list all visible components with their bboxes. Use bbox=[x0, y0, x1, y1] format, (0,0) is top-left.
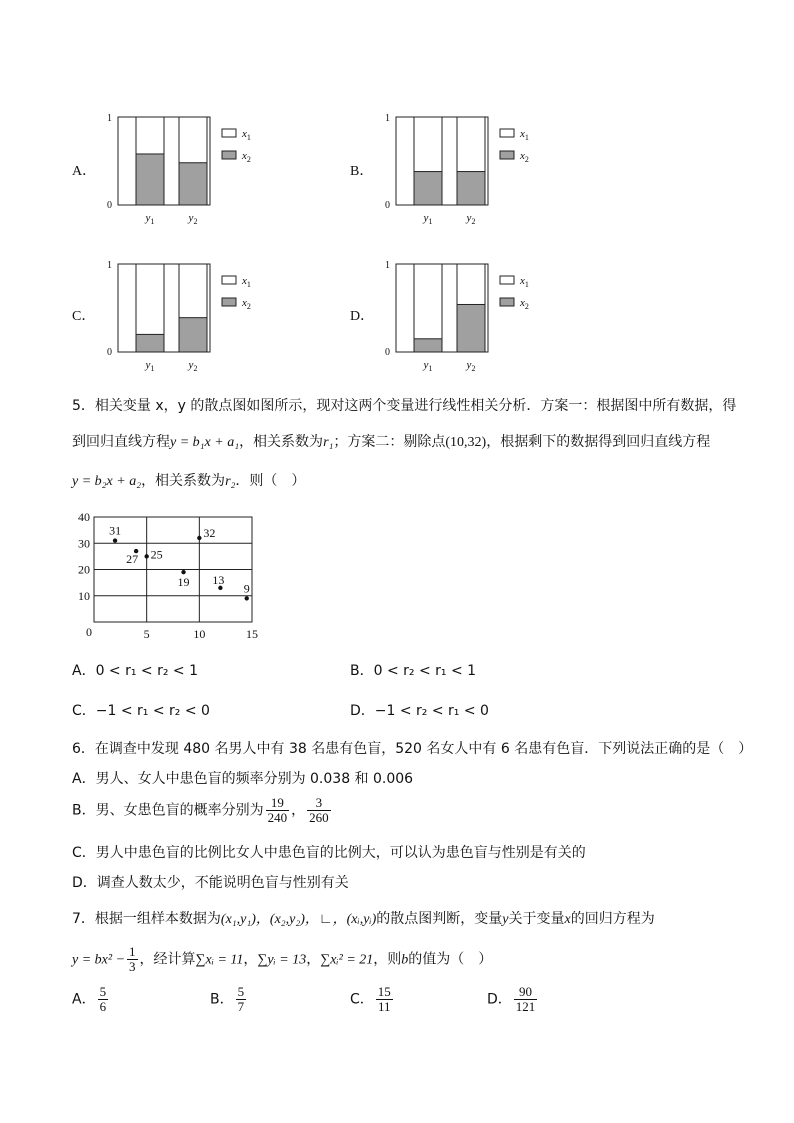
q7-option-c bbox=[350, 985, 395, 1014]
q5-point: (10,32) bbox=[445, 435, 487, 450]
y-tick-label: 1 bbox=[385, 113, 390, 124]
q6-option-b bbox=[72, 796, 333, 825]
y-tick-label: 1 bbox=[107, 113, 112, 124]
q7-option-b bbox=[210, 985, 248, 1014]
legend-label-x2: $x_2$ bbox=[242, 297, 251, 311]
y-tick-label: 30 bbox=[78, 536, 90, 551]
q7-line2-b: ，经计算 bbox=[139, 951, 196, 968]
q5-r2: r₂ bbox=[225, 474, 236, 489]
y-tick-label: 1 bbox=[107, 260, 112, 271]
legend-label-x2: $x_2$ bbox=[520, 297, 529, 311]
q5-line1: 5．相关变量 x，y 的散点图如图所示，现对这两个变量进行线性相关分析．方案一：根据图中所有数据，得 bbox=[72, 398, 737, 414]
y-tick-label: 40 bbox=[78, 510, 90, 524]
x-tick-label: 0 bbox=[86, 625, 92, 639]
q7-eq: y = bx² − bbox=[72, 952, 126, 968]
scatter-point bbox=[113, 538, 117, 542]
q5-option-b: B．0 < r₂ < r₁ < 1 bbox=[350, 663, 477, 679]
scatter-plot bbox=[72, 505, 272, 645]
q7-option-d bbox=[487, 985, 539, 1014]
q5-line3 bbox=[72, 470, 305, 490]
q6-frac-1: $\frac{19}{240}$ bbox=[267, 795, 288, 825]
q7-line1 bbox=[72, 908, 655, 928]
bar-chart-b bbox=[378, 105, 548, 230]
legend-label-x1: $x_1$ bbox=[242, 128, 251, 142]
q6-option-d: D．调查人数太少，不能说明色盲与性别有关 bbox=[72, 875, 349, 891]
q6-sep: ， bbox=[291, 802, 306, 819]
q7-option-c-frac: $\frac{15}{11}$ bbox=[377, 984, 391, 1014]
q7-option-a bbox=[72, 985, 110, 1014]
q7-option-a-frac: $\frac{5}{6}$ bbox=[99, 984, 107, 1014]
y-tick-label: 10 bbox=[78, 588, 90, 603]
q7-sum-x2: ∑xᵢ² = 21 bbox=[320, 952, 374, 968]
q6-stem: 6．在调查中发现 480 名男人中有 38 名患有色盲，520 名女人中有 6 名患有色盲．下列说法正确的是（ ） bbox=[72, 741, 753, 757]
option-b-label: B． bbox=[350, 164, 374, 179]
q7-option-b-frac: $\frac{5}{7}$ bbox=[237, 984, 245, 1014]
q7-line1-a: 7．根据一组样本数据为 bbox=[72, 911, 221, 927]
point-label: 31 bbox=[109, 523, 122, 538]
legend-swatch-x2 bbox=[222, 298, 236, 306]
q7-line2-f: ， bbox=[306, 951, 321, 968]
legend-swatch-x1 bbox=[500, 276, 514, 284]
q5-eq1: y = b₁x + a₁ bbox=[170, 435, 240, 450]
legend-label-x1: $x_1$ bbox=[520, 128, 529, 142]
q7-line2-j: 的值为（ ） bbox=[408, 951, 493, 968]
bar-x2-y1 bbox=[136, 334, 164, 352]
legend-swatch-x1 bbox=[222, 129, 236, 137]
point-label: 27 bbox=[126, 552, 139, 567]
q5-line3-b: ，相关系数为 bbox=[141, 473, 226, 489]
bar-chart-a bbox=[100, 105, 270, 230]
q7-frac: $\frac{1}{3}$ bbox=[129, 944, 136, 974]
point-label: 13 bbox=[212, 572, 225, 587]
x-tick-label: $y_2$ bbox=[466, 359, 476, 373]
q7-line1-g: 的回归方程为 bbox=[570, 911, 655, 927]
q6-option-a: A．男人、女人中患色盲的频率分别为 0.038 和 0.006 bbox=[72, 771, 414, 787]
option-a-label: A． bbox=[72, 164, 97, 179]
q7-option-a-label: A． bbox=[72, 991, 96, 1008]
legend-label-x1: $x_1$ bbox=[242, 275, 251, 289]
x-tick-label: $y_2$ bbox=[188, 212, 198, 226]
bar-x2-y1 bbox=[136, 154, 164, 205]
x-tick-label: $y_1$ bbox=[145, 212, 155, 226]
y-tick-label: 0 bbox=[385, 347, 390, 358]
scatter-point bbox=[181, 570, 185, 574]
q7-sum-x: ∑xᵢ = 11 bbox=[195, 952, 244, 968]
x-tick-label: 5 bbox=[143, 627, 150, 641]
q7-sum-y: ∑yᵢ = 13 bbox=[257, 952, 307, 968]
bar-x2-y2 bbox=[179, 318, 207, 352]
x-tick-label: $y_2$ bbox=[188, 359, 198, 373]
bar-x2-y1 bbox=[414, 172, 442, 205]
x-tick-label: $y_1$ bbox=[145, 359, 155, 373]
bar-chart-d bbox=[378, 252, 548, 377]
y-tick-label: 1 bbox=[385, 260, 390, 271]
point-label: 32 bbox=[203, 526, 216, 540]
option-c-label: C． bbox=[72, 309, 96, 324]
point-label: 25 bbox=[150, 547, 163, 562]
q7-var-x: x bbox=[564, 912, 571, 927]
bar-chart-c bbox=[100, 252, 270, 377]
y-tick-label: 0 bbox=[107, 200, 112, 211]
y-tick-label: 20 bbox=[78, 562, 90, 577]
bar-x2-y2 bbox=[457, 304, 485, 352]
q5-line2-g: ，根据剩下的数据得到回归直线方程 bbox=[486, 434, 711, 450]
q5-line2 bbox=[72, 431, 710, 451]
q5-eq2: y = b₂x + a₂ bbox=[72, 474, 142, 489]
x-tick-label: $y_1$ bbox=[423, 212, 433, 226]
point-label: 19 bbox=[177, 575, 190, 590]
legend-label-x1: $x_1$ bbox=[520, 275, 529, 289]
q7-var-b: b bbox=[401, 952, 409, 968]
q5-option-a: A．0 < r₁ < r₂ < 1 bbox=[72, 663, 199, 679]
legend-swatch-x2 bbox=[222, 151, 236, 159]
point-label: 9 bbox=[243, 581, 250, 596]
bar-x2-y2 bbox=[457, 172, 485, 205]
x-tick-label: 15 bbox=[246, 627, 258, 641]
y-tick-label: 0 bbox=[107, 347, 112, 358]
scatter-point bbox=[245, 596, 249, 600]
q7-line1-e: 关于变量 bbox=[508, 911, 565, 927]
q7-option-c-label: C． bbox=[350, 991, 374, 1008]
q5-line2-a: 到回归直线方程 bbox=[72, 434, 170, 450]
q5-option-d: D．−1 < r₂ < r₁ < 0 bbox=[350, 703, 489, 719]
x-tick-label: $y_1$ bbox=[423, 359, 433, 373]
legend-swatch-x2 bbox=[500, 151, 514, 159]
bar-x2-y1 bbox=[414, 339, 442, 352]
legend-swatch-x2 bbox=[500, 298, 514, 306]
q7-option-d-frac: $\frac{90}{121}$ bbox=[515, 984, 536, 1014]
q7-line2 bbox=[72, 945, 492, 974]
q6-option-b-text: B．男、女患色盲的概率分别为 bbox=[72, 802, 264, 819]
x-tick-label: $y_2$ bbox=[466, 212, 476, 226]
legend-label-x2: $x_2$ bbox=[242, 150, 251, 164]
q7-samples: (x₁,y₁)，(x₂,y₂)，∟，(xᵢ,yᵢ) bbox=[220, 912, 377, 927]
option-d-label: D． bbox=[350, 309, 375, 324]
legend-swatch-x1 bbox=[222, 276, 236, 284]
bar-x2-y2 bbox=[179, 163, 207, 205]
q7-line1-c: 的散点图判断，变量 bbox=[376, 911, 503, 927]
q5-line2-c: ，相关系数为 bbox=[239, 434, 324, 450]
y-tick-label: 0 bbox=[385, 200, 390, 211]
q7-var-y: y bbox=[502, 912, 509, 927]
q6-frac-2: $\frac{3}{260}$ bbox=[309, 795, 329, 825]
q6-option-c: C．男人中患色盲的比例比女人中患色盲的比例大，可以认为患色盲与性别是有关的 bbox=[72, 845, 586, 861]
q5-option-c: C．−1 < r₁ < r₂ < 0 bbox=[72, 703, 210, 719]
q5-r1: r₁ bbox=[323, 435, 334, 450]
q5-line2-e: ；方案二：剔除点 bbox=[333, 434, 446, 450]
q7-option-b-label: B． bbox=[210, 991, 234, 1008]
scatter-point bbox=[144, 554, 148, 558]
legend-swatch-x1 bbox=[500, 129, 514, 137]
scatter-point bbox=[197, 536, 201, 540]
q7-option-d-label: D． bbox=[487, 991, 512, 1008]
q7-line2-h: ，则 bbox=[373, 951, 402, 968]
q5-line3-d: ．则（ ） bbox=[235, 473, 306, 489]
q7-line2-d: ， bbox=[243, 951, 258, 968]
x-tick-label: 10 bbox=[193, 627, 206, 641]
legend-label-x2: $x_2$ bbox=[520, 150, 529, 164]
